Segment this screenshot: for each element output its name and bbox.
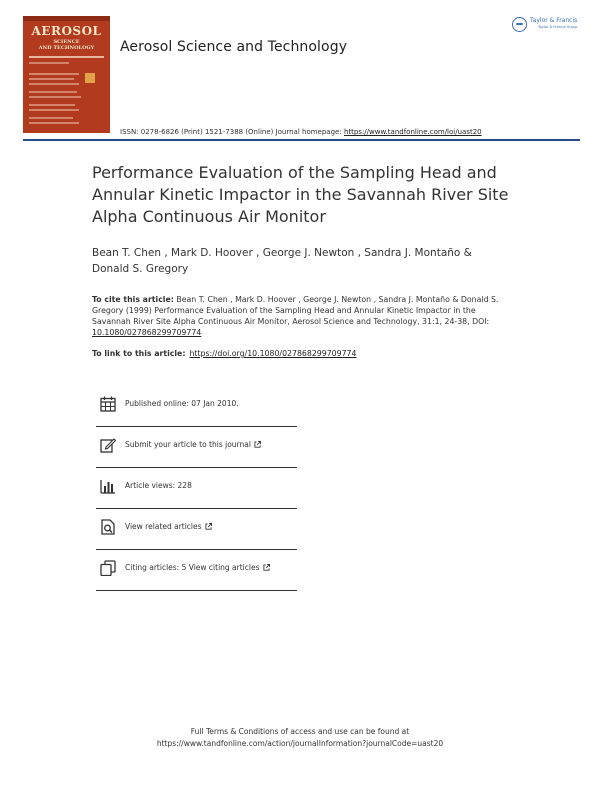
cover-text-line [29,104,75,106]
citing-articles-label: Citing articles: 5 View citing articles [125,563,260,572]
published-date-text: Published online: 07 Jan 2010. [125,399,239,408]
footer-terms-text: Full Terms & Conditions of access and use can be found at [190,727,410,736]
issn-line [120,128,482,136]
header-divider [23,139,580,141]
footer-journal-info-link[interactable]: https://www.tandfonline.com/action/journalInformation?journalCode=uast20 [156,739,444,748]
footer [0,726,600,750]
calendar-icon [100,396,116,412]
article-link-label: To link to this article: [92,349,186,358]
external-link-icon [254,441,261,448]
cover-text-line [29,62,69,64]
doi-link[interactable]: 10.1080/027868299709774 [92,328,202,337]
article-views-text: Article views: 228 [125,481,192,490]
citing-articles-icon [100,560,116,576]
issn-text: ISSN: 0278-6826 (Print) 1521-7388 (Online) Journal homepage: [120,128,344,136]
external-link-icon [263,564,270,571]
journal-cover-thumbnail [23,16,110,133]
cover-top-strip [23,16,110,21]
related-articles-link[interactable] [125,522,212,531]
journal-title: Aerosol Science and Technology [120,39,348,55]
external-link-icon [205,523,212,530]
citation-label: To cite this article: [92,295,174,304]
cover-text-line [29,117,73,119]
publisher-logo-tag: Taylor & Francis Group [538,25,578,29]
cover-title-line2: SCIENCE [53,39,80,45]
cover-title [23,25,110,37]
cover-text-line [29,73,79,75]
cover-text-line [29,78,74,80]
submit-article-link[interactable] [125,440,261,449]
submit-article-row[interactable] [96,427,297,468]
related-articles-label: View related articles [125,522,202,531]
cover-title-line3: AND TECHNOLOGY [38,45,95,51]
bar-chart-icon [100,478,116,494]
citing-articles-row[interactable] [96,550,297,591]
submit-article-label: Submit your article to this journal [125,440,251,449]
cover-text-line [29,109,79,111]
cover-rule [29,56,104,58]
article-authors: Bean T. Chen , Mark D. Hoover , George J. Newton , Sandra J. Montaño & Donald S. Gregory [92,247,472,275]
publisher-logo [512,16,584,36]
edit-icon [100,437,116,453]
citing-articles-link[interactable] [125,563,270,572]
journal-homepage-link[interactable]: https://www.tandfonline.com/loi/uast20 [343,128,482,136]
related-articles-icon [100,519,116,535]
article-views-row [96,468,297,509]
citation-block [92,294,507,338]
cover-emblem [85,73,95,83]
row-divider [96,590,297,591]
related-articles-row[interactable] [96,509,297,550]
publisher-logo-icon [512,17,527,32]
article-doi-url[interactable]: https://doi.org/10.1080/027868299709774 [189,349,357,358]
cover-text-line [29,83,79,85]
cover-text-line [29,91,77,93]
published-row [96,386,297,427]
citation-text: Bean T. Chen , Mark D. Hoover , George J. Newton , Sandra J. Montaño & Donald S. Gregory (1999) Performance Evaluation of the Sampling Head and Annular Kinetic Impactor in the Savannah River Site Alpha Continuous Air Monitor, Aerosol Science and Technology, 31:1, 24-38, DOI: [92,295,499,326]
article-link-row [92,349,356,358]
article-title: Performance Evaluation of the Sampling Head and Annular Kinetic Impactor in the Savannah River Site Alpha Continuous Air Monitor [92,163,509,226]
cover-text-line [29,122,79,124]
cover-title-line1: AEROSOL [31,24,102,38]
cover-text-line [29,96,81,98]
publisher-logo-name: Taylor & Francis [530,17,578,24]
